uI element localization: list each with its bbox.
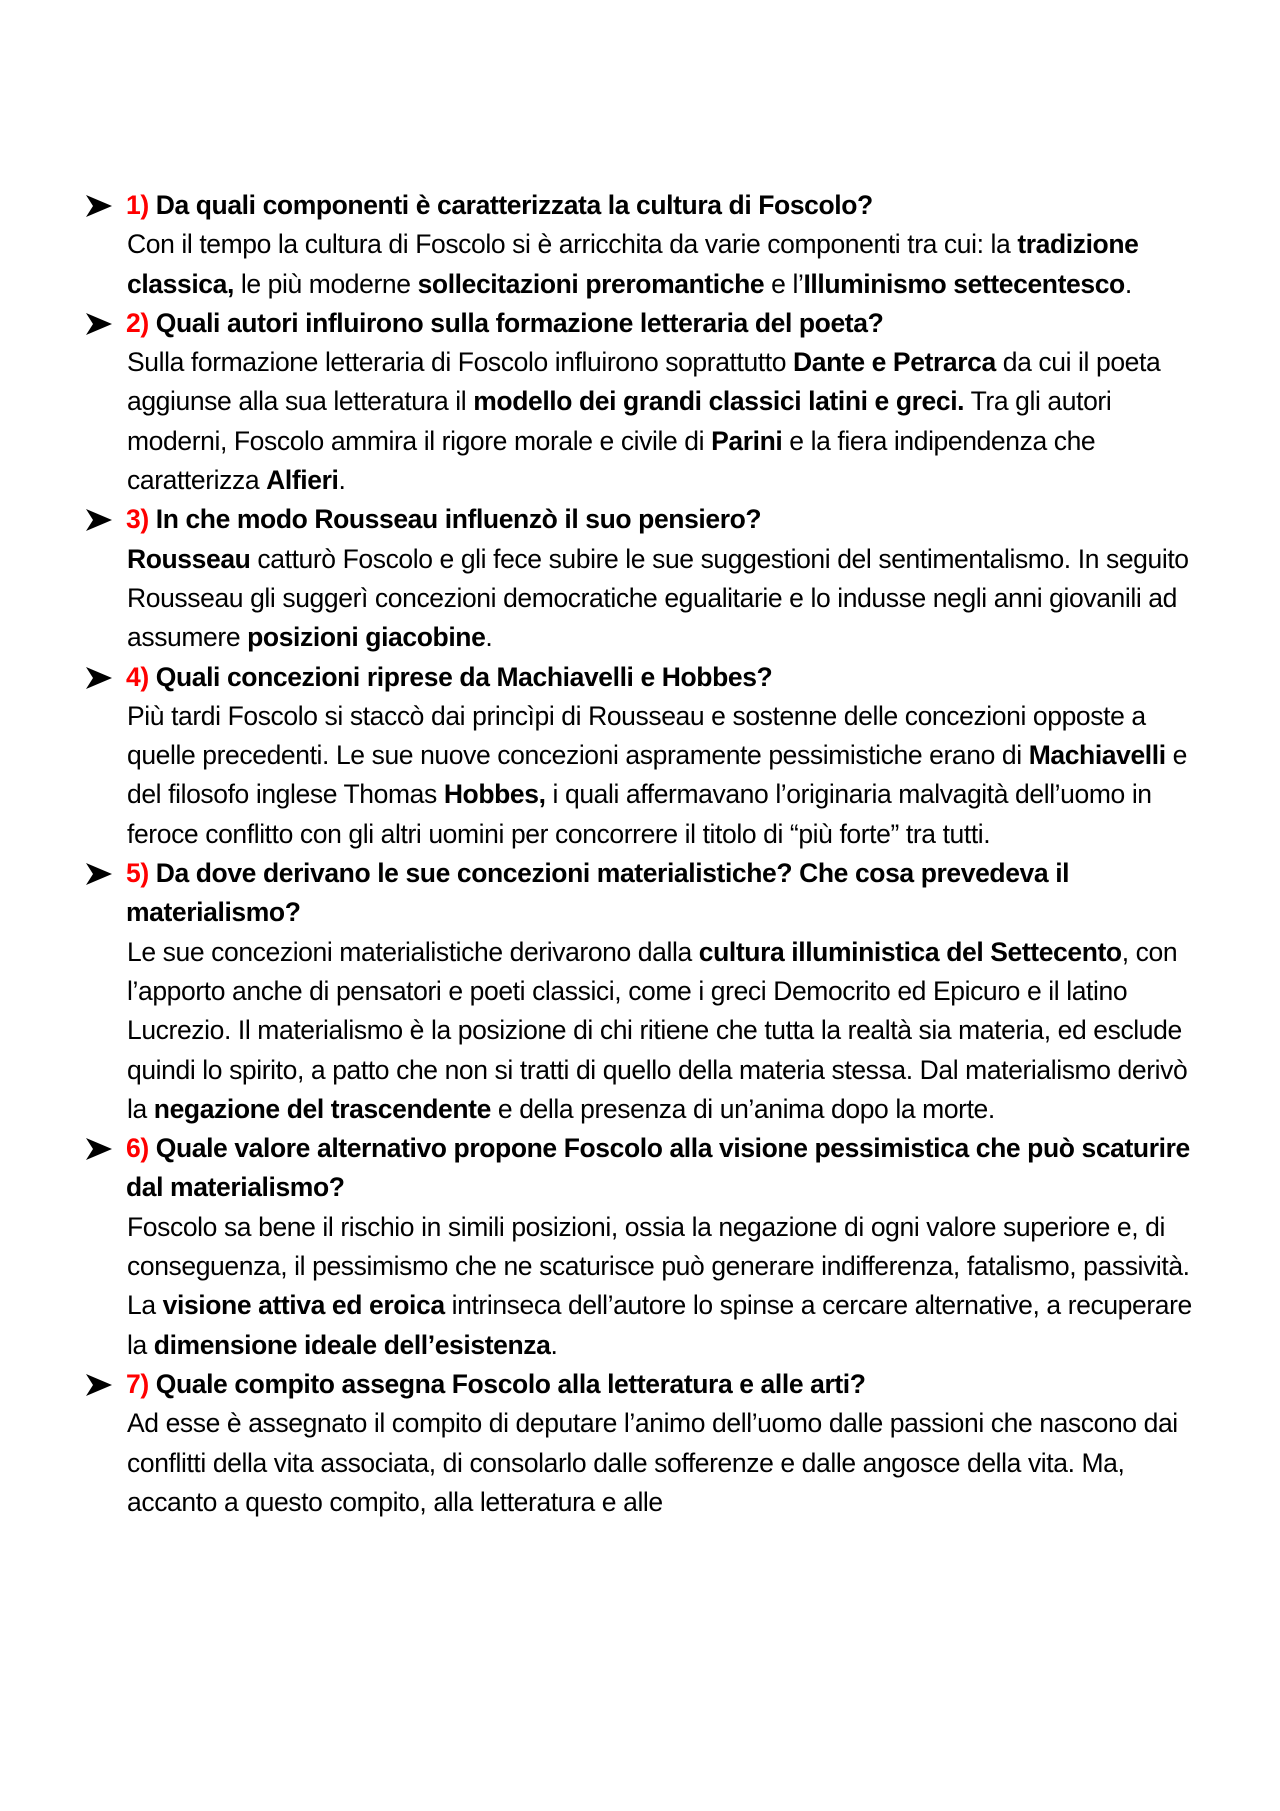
question-text: Quale valore alternativo propone Foscolo alla visione pessimistica che può scaturire dal materialismo?: [126, 1133, 1190, 1203]
arrow-bullet-icon: [86, 1374, 112, 1396]
answer-keyword: modello dei grandi classici latini e greci.: [473, 386, 965, 417]
answer-paragraph: [86, 540, 1196, 658]
answer-text: Ad esse è assegnato il compito di deputare l’animo dell’uomo dalle passioni che nascono dai conflitti della vita associata, di consolarlo dalle sofferenze e dalle angosce della vita. Ma, accanto a questo compito, alla letteratura e alle: [127, 1408, 1178, 1517]
answer-keyword: visione attiva ed eroica: [162, 1290, 445, 1321]
qa-item-1: [86, 186, 1196, 304]
answer-text: Tra gli autori moderni, Foscolo ammira il rigore morale e civile di: [127, 386, 1112, 456]
question-text: Da dove derivano le sue concezioni materialistiche? Che cosa prevedeva il materialismo?: [126, 858, 1070, 928]
answer-keyword: sollecitazioni preromantiche: [417, 268, 765, 299]
question-heading: [86, 1129, 1196, 1208]
question-text: Quale compito assegna Foscolo alla letteratura e alle arti?: [155, 1368, 866, 1399]
qa-item-4: [86, 658, 1196, 854]
arrow-bullet-icon: [86, 509, 112, 531]
answer-text: catturò Foscolo e gli fece subire le sue suggestioni del sentimentalismo. In seguito Rousseau gli suggerì concezioni democratiche egualitarie e lo indusse negli anni giovanili ad assumere: [127, 543, 1189, 653]
arrow-bullet-icon: [86, 863, 112, 885]
answer-text: .: [550, 1329, 558, 1360]
answer-text: intrinseca dell’autore lo spinse a cercare alternative, a recuperare la: [127, 1290, 1192, 1360]
answer-text: e del filosofo inglese Thomas: [127, 740, 1188, 810]
answer-text: e l’: [764, 268, 804, 299]
question-number: 1): [126, 190, 149, 220]
question-heading: [86, 500, 1196, 539]
answer-text: .: [1124, 268, 1132, 299]
answer-keyword: posizioni giacobine: [247, 622, 486, 653]
question-text: In che modo Rousseau influenzò il suo pensiero?: [155, 504, 762, 535]
answer-text: e la fiera indipendenza che caratterizza: [127, 425, 1096, 496]
answer-text: da cui il poeta aggiunse alla sua letteratura il: [127, 347, 1161, 417]
question-text: Quali concezioni riprese da Machiavelli e Hobbes?: [155, 661, 773, 692]
answer-keyword: Alfieri: [266, 465, 339, 496]
answer-paragraph: [86, 343, 1196, 500]
answer-keyword: Illuminismo settecentesco: [803, 268, 1125, 299]
answer-text: Con il tempo la cultura di Foscolo si è arricchita da varie componenti tra cui: la: [127, 229, 1018, 260]
answer-text: .: [338, 465, 346, 496]
qa-item-2: [86, 304, 1196, 500]
document-page: [86, 186, 1196, 1522]
question-text: Quali autori influirono sulla formazione letteraria del poeta?: [155, 307, 884, 338]
answer-keyword: Hobbes,: [443, 779, 546, 810]
answer-paragraph: [86, 1404, 1196, 1522]
answer-text: Sulla formazione letteraria di Foscolo influirono soprattutto: [127, 347, 794, 378]
answer-text: .: [485, 622, 493, 653]
answer-text: Le sue concezioni materialistiche derivarono dalla: [127, 936, 699, 967]
answer-text: i quali affermavano l’originaria malvagità dell’uomo in feroce conflitto con gli altri uomini per concorrere il titolo di “più forte” tra tutti.: [127, 779, 1152, 849]
arrow-bullet-icon: [86, 313, 112, 335]
question-number: 5): [126, 858, 149, 889]
question-heading: [86, 304, 1196, 343]
arrow-bullet-icon: [86, 195, 112, 217]
question-number: 4): [126, 661, 149, 692]
question-number: 6): [126, 1133, 149, 1164]
question-heading: [86, 658, 1196, 697]
question-text: Da quali componenti è caratterizzata la cultura di Foscolo?: [155, 190, 873, 220]
answer-keyword: Parini: [711, 425, 783, 456]
answer-paragraph: [86, 697, 1196, 854]
question-heading: [86, 186, 1196, 225]
question-number: 2): [126, 307, 149, 338]
answer-text: Foscolo sa bene il rischio in simili posizioni, ossia la negazione di ogni valore superiore e, di conseguenza, il pessimismo che ne scaturisce può generare indifferenza, fatalismo, passività. La: [127, 1211, 1190, 1321]
answer-keyword: tradizione classica,: [127, 229, 1139, 299]
answer-keyword: negazione del trascendente: [153, 1093, 491, 1124]
qa-item-7: [86, 1365, 1196, 1522]
question-number: 3): [126, 504, 149, 535]
qa-item-6: [86, 1129, 1196, 1365]
answer-text: , con l’apporto anche di pensatori e poeti classici, come i greci Democrito ed Epicuro e il latino Lucrezio. Il materialismo è la posizione di chi ritiene che tutta la realtà sia materia, ed esclude quindi lo spirito, a patto che non si tratti di quello della materia stessa. Dal materialismo derivò la: [127, 936, 1188, 1124]
answer-keyword: cultura illuministica del Settecento: [698, 936, 1122, 967]
answer-text: Più tardi Foscolo si staccò dai princìpi di Rousseau e sostenne delle concezioni opposte a quelle precedenti. Le sue nuove concezioni aspramente pessimistiche erano di: [127, 700, 1146, 771]
answer-keyword: Machiavelli: [1028, 740, 1166, 771]
arrow-bullet-icon: [86, 667, 112, 689]
answer-keyword: Dante e Petrarca: [793, 347, 996, 378]
arrow-bullet-icon: [86, 1138, 112, 1160]
question-heading: [86, 1365, 1196, 1404]
answer-paragraph: [86, 225, 1196, 304]
answer-text: e della presenza di un’anima dopo la morte.: [490, 1093, 995, 1124]
question-heading: [86, 854, 1196, 933]
answer-paragraph: [86, 933, 1196, 1129]
answer-paragraph: [86, 1208, 1196, 1365]
qa-item-5: [86, 854, 1196, 1129]
answer-keyword: dimensione ideale dell’esistenza: [153, 1329, 551, 1360]
qa-item-3: [86, 500, 1196, 657]
answer-text: le più moderne: [233, 268, 418, 299]
question-number: 7): [126, 1368, 149, 1399]
answer-keyword: Rousseau: [127, 543, 251, 574]
